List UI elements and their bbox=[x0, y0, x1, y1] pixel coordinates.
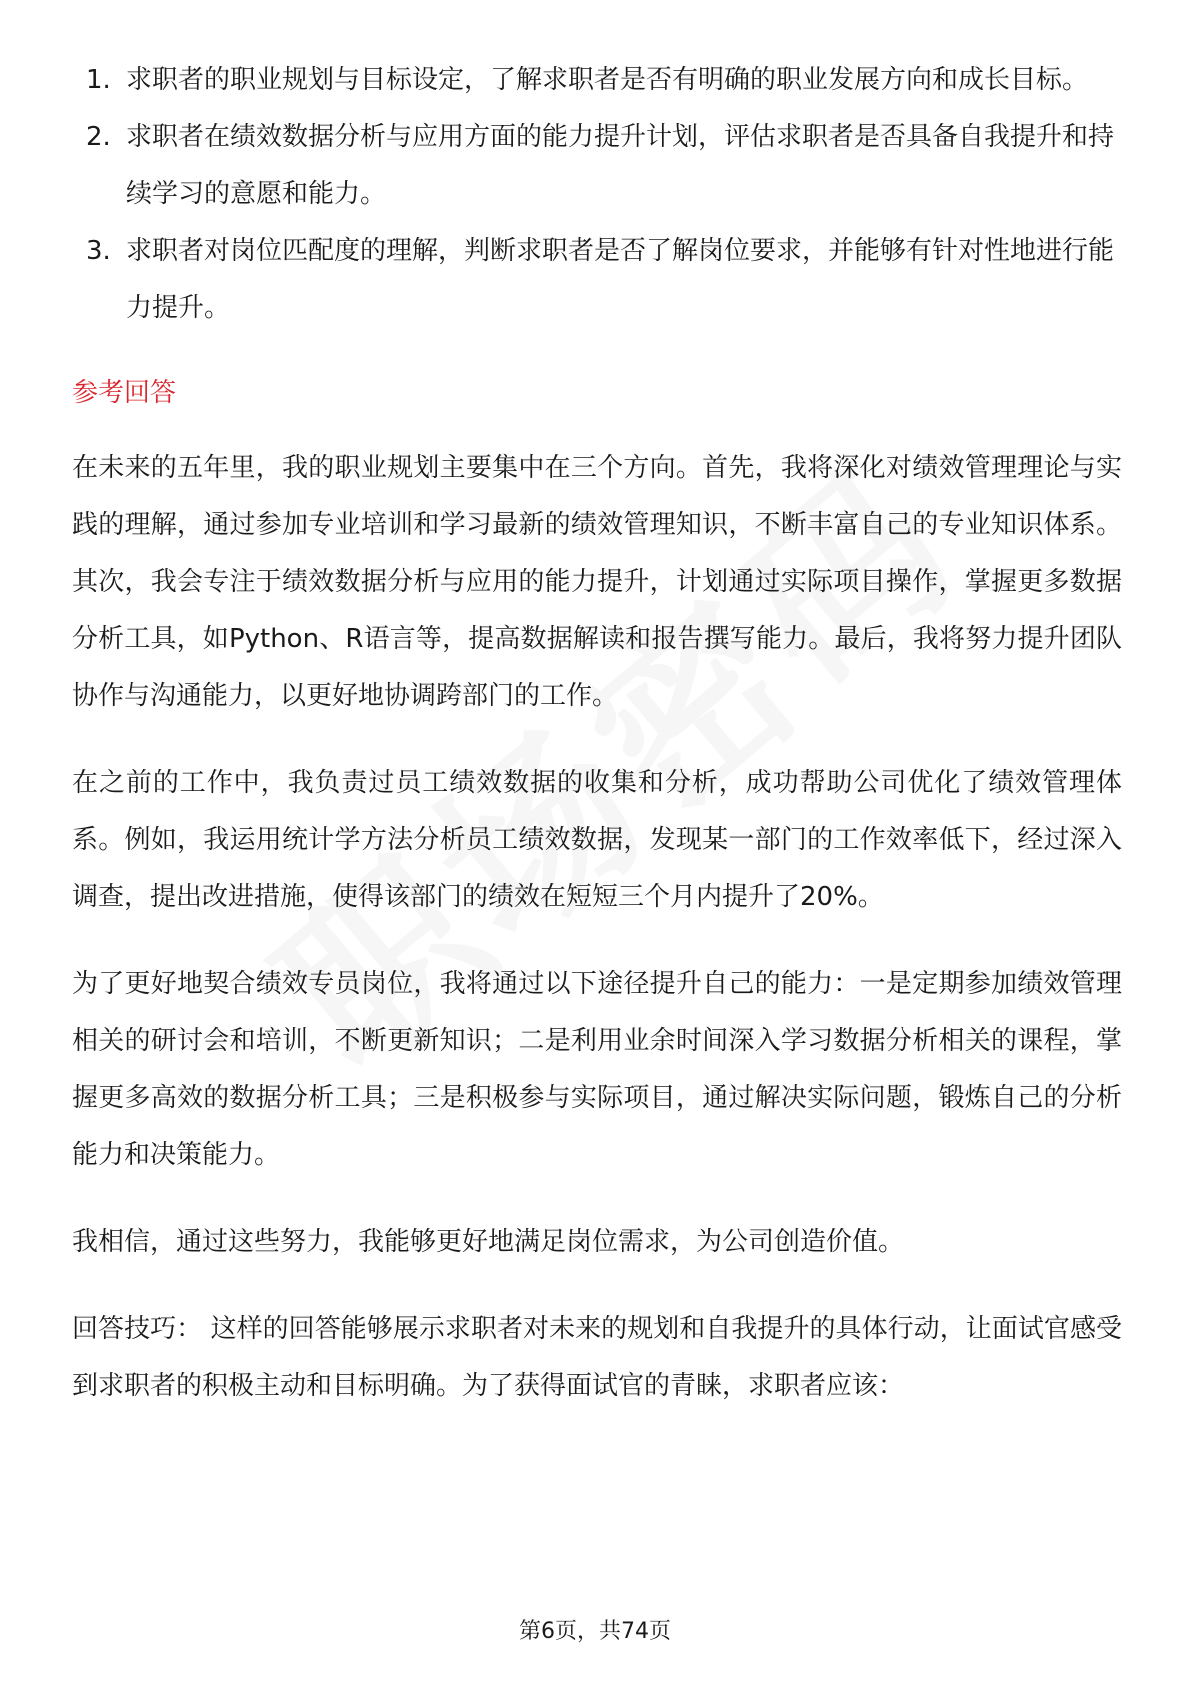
answer-paragraph: 我相信，通过这些努力，我能够更好地满足岗位需求，为公司创造价值。 bbox=[72, 1227, 905, 1257]
list-item-text: 求职者对岗位匹配度的理解，判断求职者是否了解岗位要求，并能够有针对性地进行能力提升。 bbox=[126, 236, 1115, 323]
list-item-number: 2. bbox=[86, 122, 111, 152]
document-body bbox=[72, 52, 1122, 1415]
answer-paragraph: 在之前的工作中，我负责过员工绩效数据的收集和分析，成功帮助公司优化了绩效管理体系。例如，我运用统计学方法分析员工绩效数据，发现某一部门的工作效率低下，经过深入调查，提出改进措施，使得该部门的绩效在短短三个月内提升了20%。 bbox=[72, 768, 1122, 912]
list-item bbox=[72, 109, 1122, 223]
list-item-number: 1. bbox=[86, 65, 111, 95]
answer-paragraph: 为了更好地契合绩效专员岗位，我将通过以下途径提升自己的能力：一是定期参加绩效管理相关的研讨会和培训，不断更新知识；二是利用业余时间深入学习数据分析相关的课程，掌握更多高效的数据分析工具；三是积极参与实际项目，通过解决实际问题，锻炼自己的分析能力和决策能力。 bbox=[72, 969, 1122, 1170]
list-item bbox=[72, 223, 1122, 337]
answer-paragraph: 在未来的五年里，我的职业规划主要集中在三个方向。首先，我将深化对绩效管理理论与实践的理解，通过参加专业培训和学习最新的绩效管理知识，不断丰富自己的专业知识体系。其次，我会专注于绩效数据分析与应用的能力提升，计划通过实际项目操作，掌握更多数据分析工具，如Python、R语言等，提高数据解读和报告撰写能力。最后，我将努力提升团队协作与沟通能力，以更好地协调跨部门的工作。 bbox=[72, 453, 1122, 711]
list-item-text: 求职者在绩效数据分析与应用方面的能力提升计划，评估求职者是否具备自我提升和持续学习的意愿和能力。 bbox=[126, 122, 1115, 209]
list-item-text: 求职者的职业规划与目标设定，了解求职者是否有明确的职业发展方向和成长目标。 bbox=[126, 65, 1089, 95]
list-item bbox=[72, 52, 1122, 109]
page-number-footer: 第6页，共74页 bbox=[519, 1619, 671, 1644]
question-points-list bbox=[72, 52, 1122, 337]
list-item-number: 3. bbox=[86, 236, 111, 266]
answer-tip-paragraph: 回答技巧： 这样的回答能够展示求职者对未来的规划和自我提升的具体行动，让面试官感受到求职者的积极主动和目标明确。为了获得面试官的青睐，求职者应该： bbox=[72, 1314, 1122, 1401]
reference-answer-heading: 参考回答 bbox=[72, 378, 177, 408]
